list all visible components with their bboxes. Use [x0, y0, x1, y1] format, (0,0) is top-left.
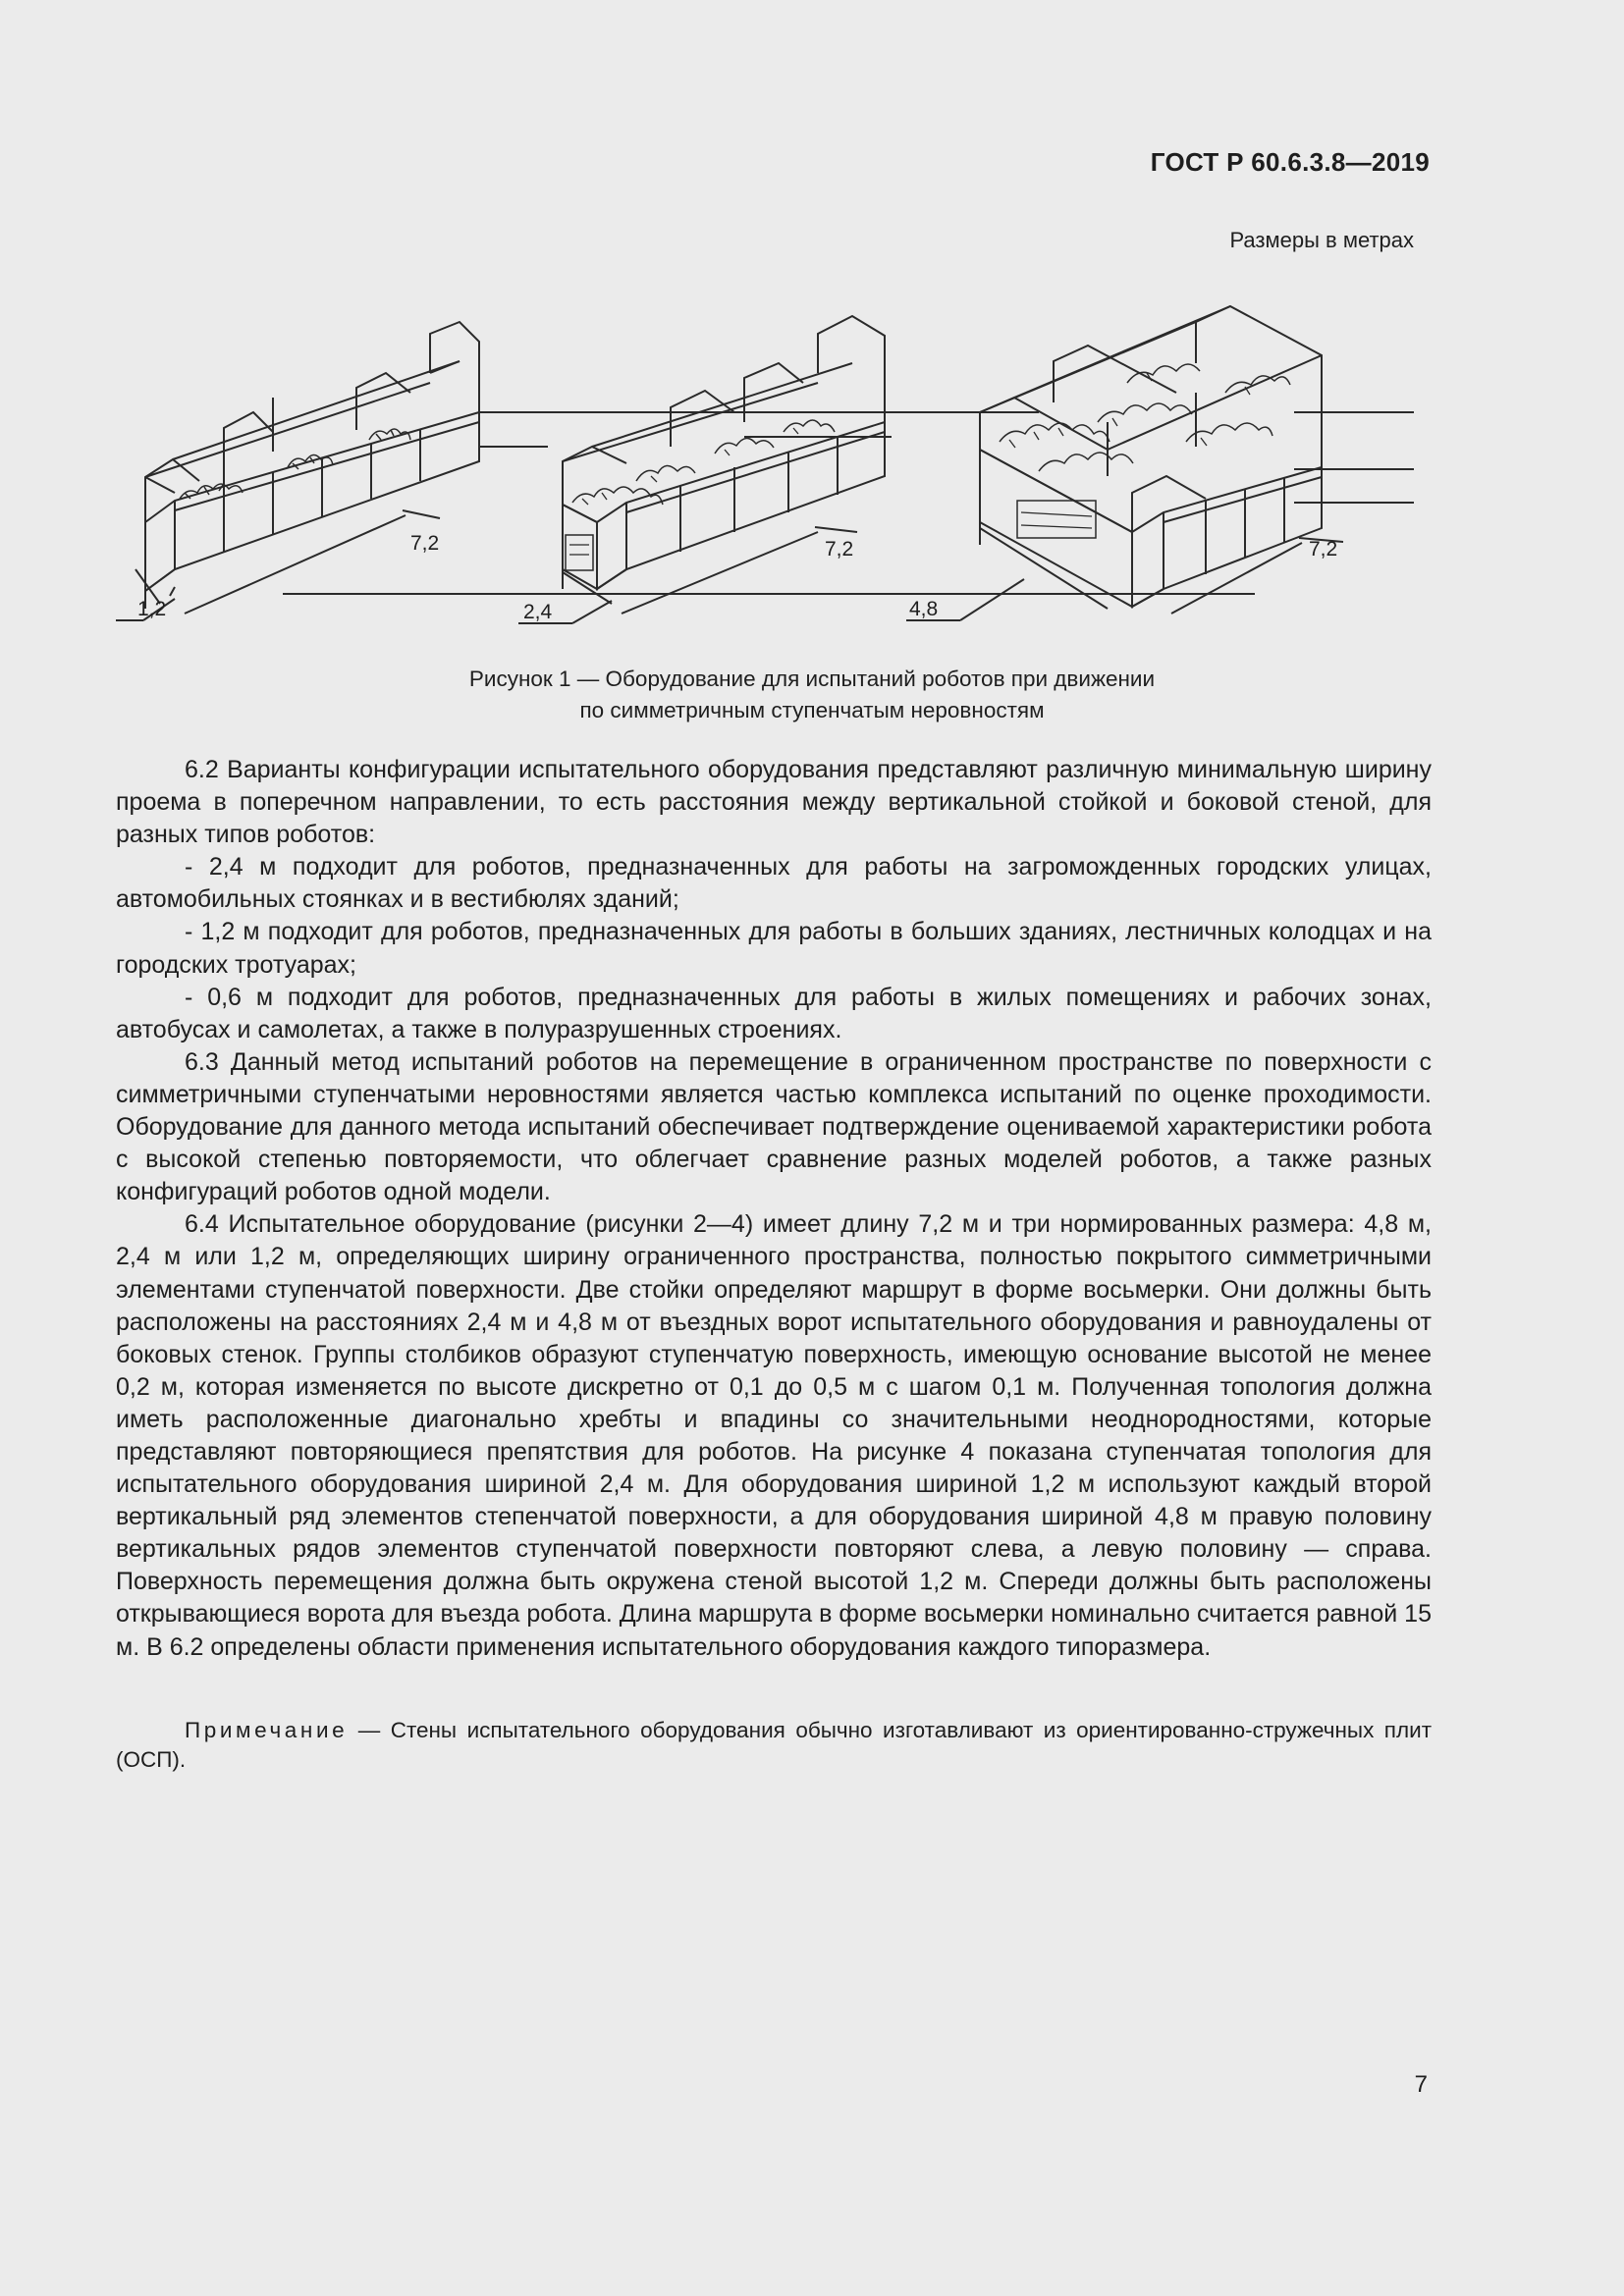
note: [116, 1716, 1432, 1775]
medium-unit-drawing: [518, 316, 885, 623]
note-text: — Стены испытательного оборудования обычно изготавливают из ориентированно-стружечных плит (ОСП).: [116, 1718, 1432, 1772]
paragraph-6-4: 6.4 Испытательное оборудование (рисунки 2—4) имеет длину 7,2 м и три нормированных размера: 4,8 м, 2,4 м или 1,2 м, определяющих ширину ограниченного пространства, полностью покрытого симметричными элементами ступенчатой поверхности. Две стойки определяют маршрут в форме восьмерки. Они должны быть расположены на расстояниях 2,4 м и 4,8 м от въездных ворот испытательного оборудования и равноудалены от боковых стенок. Группы столбиков образуют ступенчатую поверхность, имеющую основание высотой не менее 0,2 м, которая изменяется по высоте дискретно от 0,1 до 0,5 м с шагом 0,1 м. Полученная топология должна иметь расположенные диагонально хребты и впадины со значительными неоднородностями, которые представляют повторяющиеся препятствия для роботов. На рисунке 4 показана ступенчатая топология для испытательного оборудования шириной 2,4 м. Для оборудования шириной 1,2 м используют каждый второй вертикальный ряд элементов степенчатой поверхности, а для оборудования шириной 4,8 м правую половину вертикальных рядов элементов ступенчатой поверхности повторяют слева, а левую половину — справа. Поверхность перемещения должна быть окружена стеной высотой 1,2 м. Спереди должны быть расположены открывающиеся ворота для въезда робота. Длина маршрута в форме восьмерки номинально считается равной 15 м. В 6.2 определены области применения испытательного оборудования каждого типоразмера.: [116, 1210, 1432, 1661]
figure-caption-line-1: Рисунок 1 — Оборудование для испытаний роботов при движении: [468, 667, 1156, 691]
small-unit-drawing: [116, 322, 479, 620]
list-item-0-6: - 0,6 м подходит для роботов, предназначенных для работы в жилых помещениях и рабочих зонах, автобусах и самолетах, а также в полуразрушенных строениях.: [116, 983, 1432, 1043]
dim-label-large-length: 7,2: [1309, 538, 1338, 561]
figure-caption-line-2: по симметричным ступенчатым неровностям: [579, 698, 1045, 722]
document-code: ГОСТ Р 60.6.3.8—2019: [1150, 147, 1430, 177]
dim-label-small-length: 7,2: [410, 532, 440, 555]
note-label: Примечание: [185, 1718, 349, 1742]
body-text: [116, 754, 1432, 1664]
paragraph-6-3: 6.3 Данный метод испытаний роботов на перемещение в ограниченном пространстве по поверхности с симметричными ступенчатыми неровностями является частью комплекса испытаний по оценке проходимости. Оборудование для данного метода испытаний обеспечивает подтверждение оцениваемой характеристики робота с высокой степенью повторяемости, что облегчает сравнение разных моделей роботов, а также разных конфигураций роботов одной модели.: [116, 1047, 1432, 1206]
large-unit-drawing: [906, 306, 1343, 620]
dim-label-large-width: 4,8: [909, 598, 939, 620]
figure-caption: [0, 664, 1624, 726]
list-item-2-4: - 2,4 м подходит для роботов, предназначенных для работы на загроможденных городских улицах, автомобильных стоянках и в вестибюлях зданий;: [116, 853, 1432, 914]
dim-label-medium-length: 7,2: [825, 538, 854, 561]
page-number: 7: [1414, 2071, 1428, 2098]
dim-label-medium-width: 2,4: [523, 601, 553, 623]
figure-drawing: [116, 275, 1432, 638]
figure-test-equipment: [116, 275, 1432, 638]
dimensions-note: Размеры в метрах: [1229, 228, 1414, 252]
paragraph-6-2: 6.2 Варианты конфигурации испытательного оборудования представляют различную минимальную ширину проема в поперечном направлении, то есть расстояния между вертикальной стойкой и боковой стеной, для разных типов роботов:: [116, 756, 1432, 849]
dim-label-small-width: 1,2: [137, 598, 167, 620]
list-item-1-2: - 1,2 м подходит для роботов, предназначенных для работы в больших зданиях, лестничных колодцах и на городских тротуарах;: [116, 918, 1432, 979]
